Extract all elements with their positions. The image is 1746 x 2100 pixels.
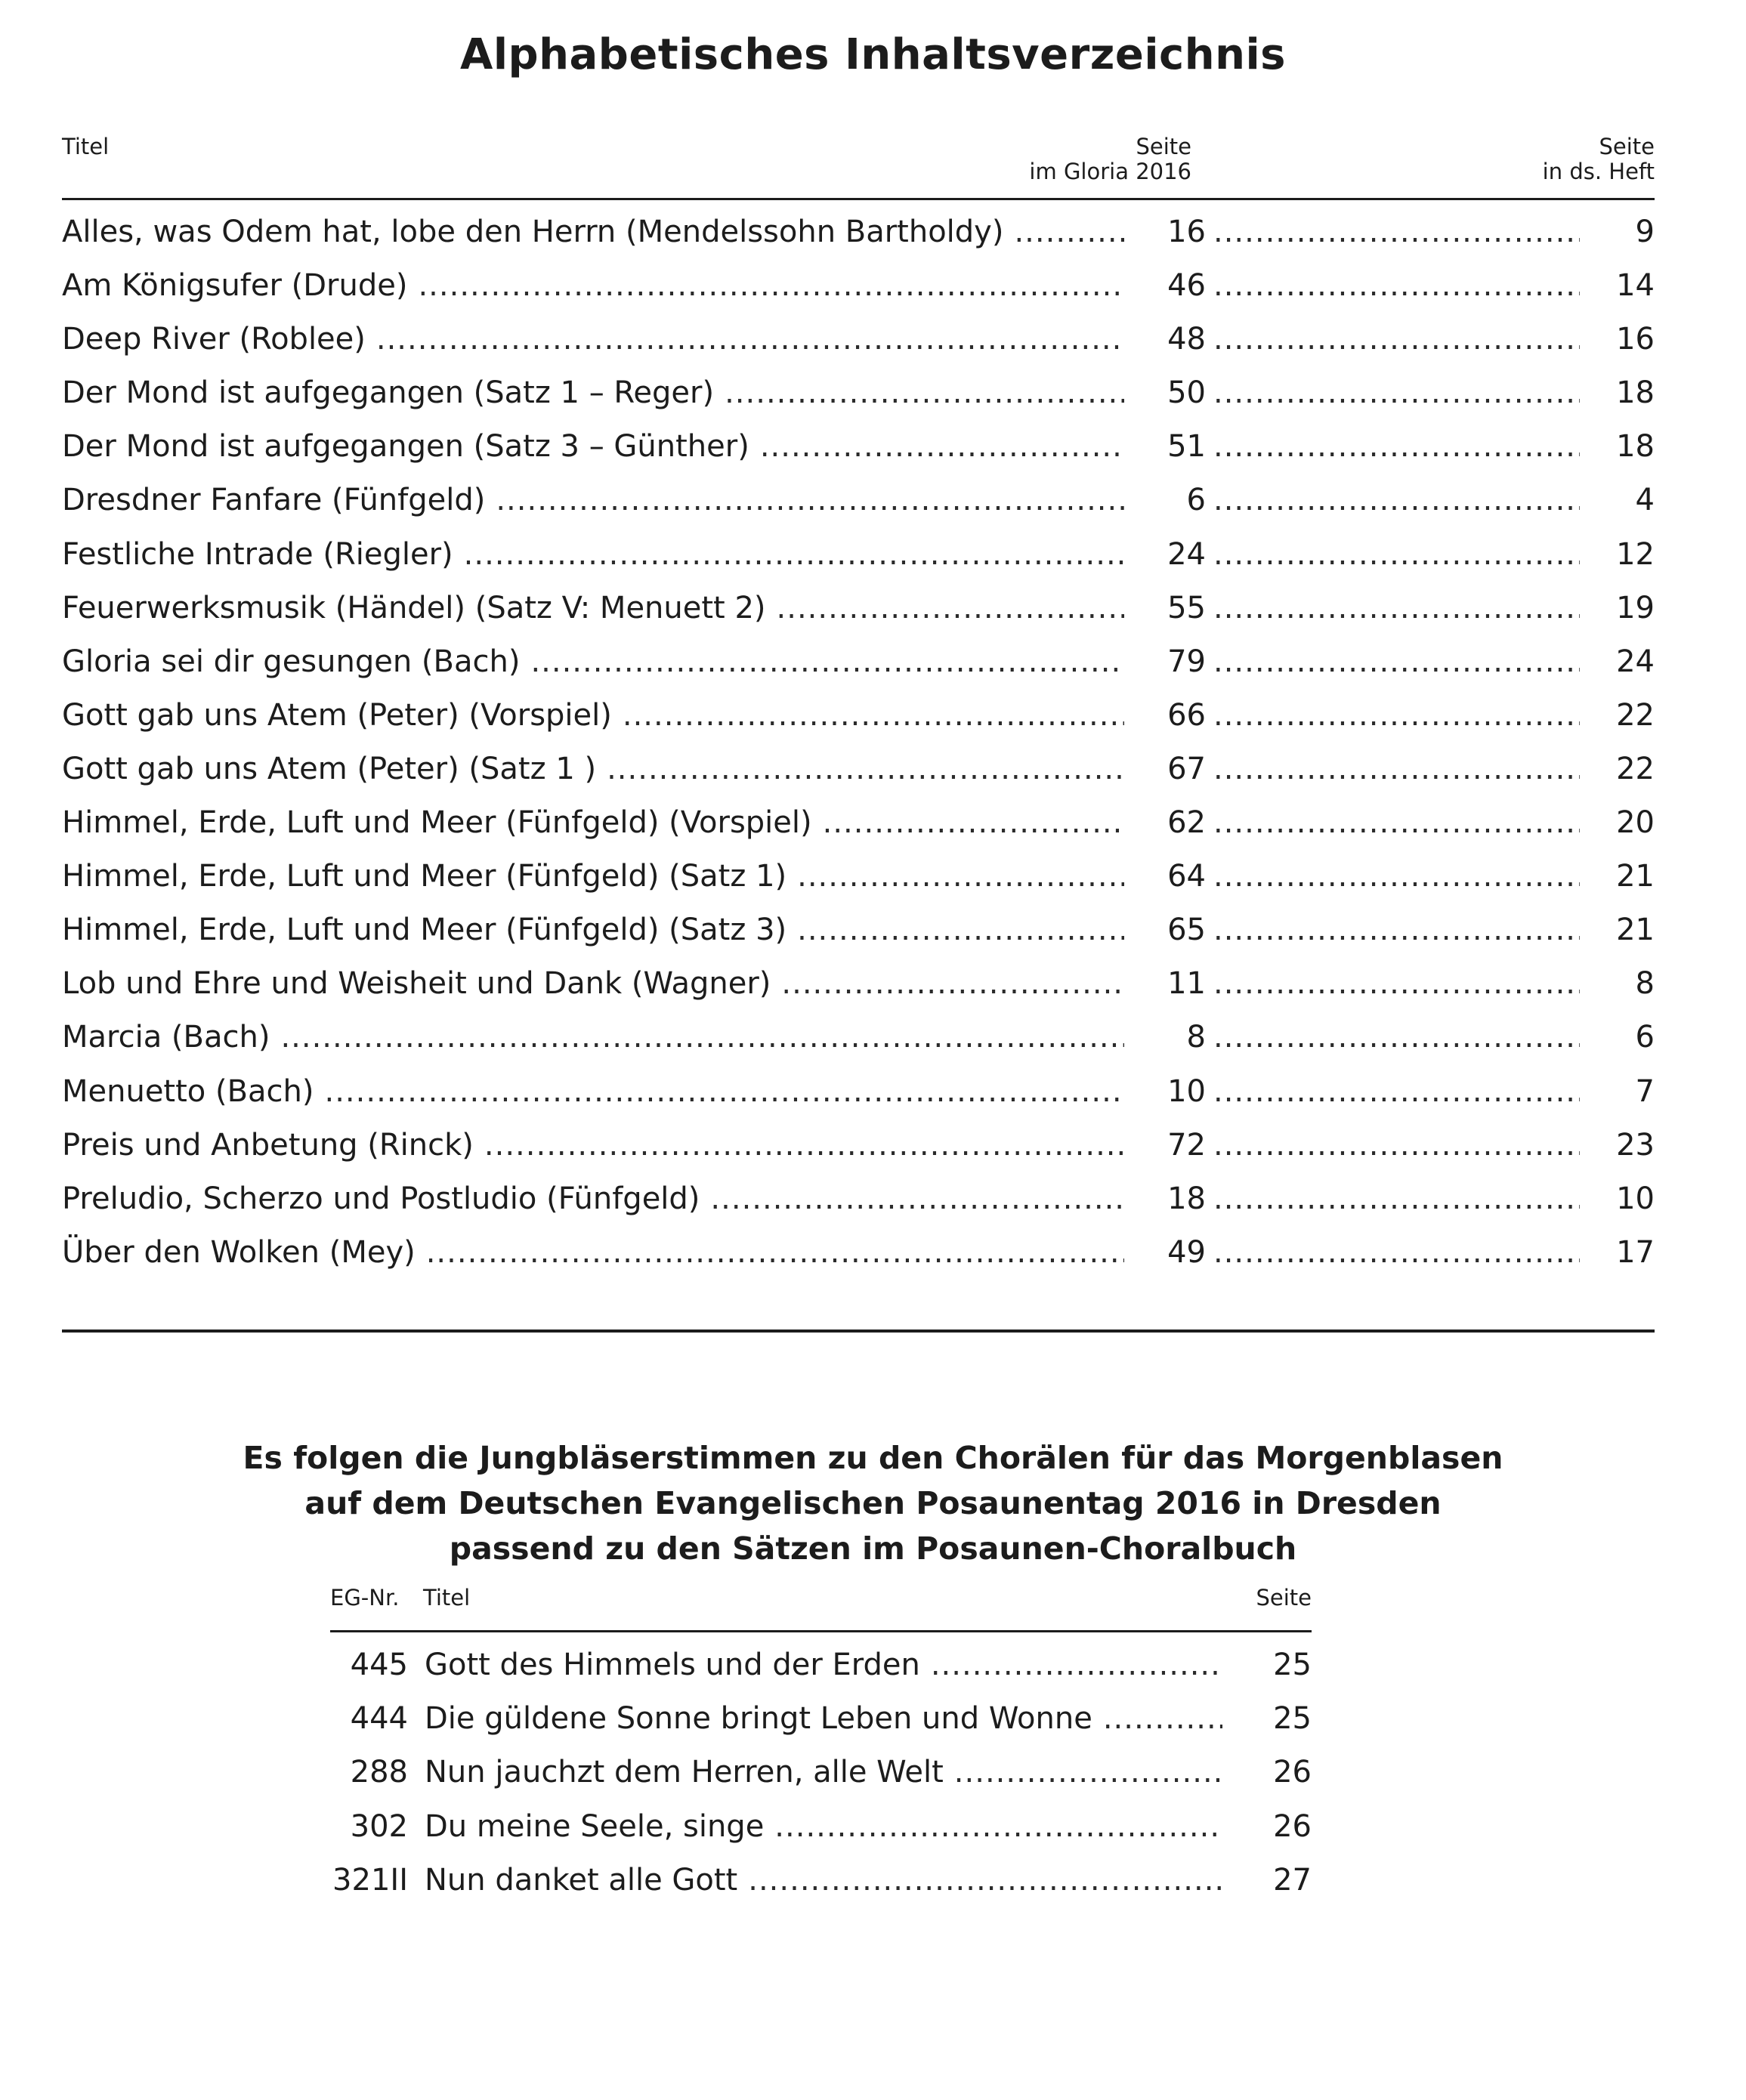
page-title: Alphabetisches Inhaltsverzeichnis: [460, 30, 1286, 79]
toc-row-title: Über den Wolken (Mey): [62, 1234, 416, 1270]
toc-row-gloria-page: 79: [1167, 644, 1206, 679]
dot-leader: [1213, 913, 1580, 947]
choral-row-page: 25: [1273, 1701, 1312, 1737]
toc-row-title: Himmel, Erde, Luft und Meer (Fünfgeld) (Vorspiel): [62, 805, 812, 841]
choral-row-eg-number: 302: [350, 1808, 408, 1844]
dot-leader: [1213, 483, 1580, 517]
dot-leader: [1213, 752, 1580, 786]
toc-row-gloria-page: 65: [1167, 913, 1206, 948]
toc-row-gloria-page: 67: [1167, 751, 1206, 786]
dot-leader: [418, 268, 1124, 303]
section-heading-line2: auf dem Deutschen Evangelischen Posaunentag 2016 in Dresden: [304, 1485, 1442, 1521]
dot-leader: [760, 429, 1124, 464]
toc-row-title: Der Mond ist aufgegangen (Satz 3 – Günther): [62, 429, 749, 465]
toc-row-gloria-page: 18: [1167, 1181, 1206, 1216]
toc-row-heft-page: 19: [1616, 590, 1655, 625]
toc-row-heft-page: 23: [1616, 1127, 1655, 1163]
column-header-heft-line1: Seite: [1599, 134, 1655, 159]
toc-row: [62, 591, 1655, 644]
toc-row-title: Gloria sei dir gesungen (Bach): [62, 644, 521, 679]
choral-row: [317, 1809, 1312, 1863]
choral-row-eg-number: 288: [350, 1755, 408, 1790]
toc-row-gloria-page: 11: [1167, 966, 1206, 1002]
dot-leader: [426, 1235, 1124, 1270]
choral-row-title: Gott des Himmels und der Erden: [425, 1648, 920, 1682]
toc-row-title: Deep River (Roblee): [62, 322, 366, 357]
toc-row: [62, 698, 1655, 752]
column-header-title: Titel: [62, 134, 110, 159]
choral-header-page: Seite: [1256, 1585, 1312, 1611]
toc-list: [62, 215, 1655, 1289]
toc-row-heft-page: 14: [1616, 268, 1655, 304]
choral-row: [317, 1863, 1312, 1916]
toc-row-title: Gott gab uns Atem (Peter) (Satz 1 ): [62, 751, 597, 786]
choral-list: [317, 1648, 1312, 1916]
dot-leader: [280, 1020, 1124, 1055]
toc-row-heft-page: 10: [1616, 1181, 1655, 1216]
toc-row-gloria-page: 8: [1186, 1020, 1206, 1055]
toc-row: [62, 859, 1655, 913]
toc-row-gloria-page: 72: [1167, 1127, 1206, 1163]
dot-leader: [710, 1181, 1124, 1216]
choral-row-eg-number: 444: [350, 1701, 408, 1737]
dot-leader: [823, 805, 1124, 840]
toc-row: [62, 1235, 1655, 1289]
dot-leader: [1213, 1181, 1580, 1216]
toc-row: [62, 805, 1655, 859]
toc-row: [62, 966, 1655, 1020]
dot-leader: [1213, 537, 1580, 572]
toc-row-gloria-page: 48: [1167, 322, 1206, 357]
toc-row: [62, 913, 1655, 966]
dot-leader: [797, 859, 1124, 894]
toc-row-heft-page: 4: [1635, 483, 1655, 518]
dot-leader: [1213, 805, 1580, 840]
toc-row-heft-page: 21: [1616, 913, 1655, 948]
choral-row: [317, 1755, 1312, 1808]
section-heading-line1: Es folgen die Jungbläserstimmen zu den Chorälen für das Morgenblasen: [243, 1440, 1503, 1476]
choral-row: [317, 1648, 1312, 1701]
choral-row-eg-number: 321II: [332, 1862, 408, 1898]
dot-leader: [464, 537, 1124, 572]
dot-leader: [725, 375, 1124, 410]
toc-row: [62, 429, 1655, 483]
choral-row-title: Du meine Seele, singe: [425, 1808, 765, 1844]
toc-row-heft-page: 7: [1635, 1073, 1655, 1109]
choral-row-page: 26: [1273, 1808, 1312, 1844]
dot-leader: [797, 913, 1124, 947]
toc-row-gloria-page: 62: [1167, 805, 1206, 841]
toc-row-title: Am Königsufer (Drude): [62, 268, 408, 304]
dot-leader: [1213, 644, 1580, 679]
toc-row-heft-page: 22: [1616, 697, 1655, 733]
toc-row-title: Alles, was Odem hat, lobe den Herrn (Mendelssohn Bartholdy): [62, 215, 1004, 249]
toc-row-title: Festliche Intrade (Riegler): [62, 536, 453, 572]
toc-row-gloria-page: 66: [1167, 697, 1206, 733]
toc-row-title: Preis und Anbetung (Rinck): [62, 1127, 474, 1163]
dot-leader: [1213, 322, 1580, 357]
dot-leader: [1213, 429, 1580, 464]
dot-leader: [1213, 859, 1580, 894]
dot-leader: [1213, 268, 1580, 303]
choral-row-title: Die güldene Sonne bringt Leben und Wonne: [425, 1701, 1092, 1737]
choral-row: [317, 1701, 1312, 1755]
dot-leader: [748, 1863, 1222, 1898]
toc-row-title: Menuetto (Bach): [62, 1073, 314, 1109]
dot-leader: [781, 966, 1124, 1001]
column-header-gloria-line2: im Gloria 2016: [1029, 159, 1191, 184]
toc-row: [62, 1128, 1655, 1181]
choral-header-divider: [330, 1630, 1312, 1632]
toc-row-heft-page: 24: [1616, 644, 1655, 679]
header-divider: [62, 198, 1655, 200]
dot-leader: [530, 644, 1124, 679]
toc-row-title: Himmel, Erde, Luft und Meer (Fünfgeld) (Satz 3): [62, 913, 787, 948]
dot-leader: [607, 752, 1124, 786]
toc-row-gloria-page: 51: [1167, 429, 1206, 465]
toc-row: [62, 215, 1655, 268]
toc-row: [62, 1181, 1655, 1235]
dot-leader: [325, 1074, 1125, 1109]
dot-leader: [623, 698, 1124, 733]
toc-row: [62, 268, 1655, 322]
dot-leader: [777, 591, 1124, 625]
toc-row-title: Dresdner Fanfare (Fünfgeld): [62, 483, 486, 518]
toc-row-title: Himmel, Erde, Luft und Meer (Fünfgeld) (Satz 1): [62, 859, 787, 894]
toc-row-heft-page: 12: [1616, 536, 1655, 572]
toc-row-heft-page: 8: [1635, 966, 1655, 1002]
section-heading-line3: passend zu den Sätzen im Posaunen-Choralbuch: [449, 1530, 1297, 1567]
dot-leader: [1213, 966, 1580, 1001]
choral-row-page: 26: [1273, 1755, 1312, 1790]
toc-row-heft-page: 22: [1616, 751, 1655, 786]
toc-row-gloria-page: 6: [1186, 483, 1206, 518]
toc-row-heft-page: 21: [1616, 859, 1655, 894]
toc-row: [62, 483, 1655, 536]
toc-row-heft-page: 18: [1616, 429, 1655, 465]
toc-row: [62, 644, 1655, 698]
dot-leader: [1213, 1128, 1580, 1163]
choral-row-eg-number: 445: [350, 1648, 408, 1682]
dot-leader: [1213, 1074, 1580, 1109]
dot-leader: [931, 1648, 1222, 1682]
dot-leader: [376, 322, 1124, 357]
toc-row-gloria-page: 16: [1167, 215, 1206, 249]
toc-row: [62, 322, 1655, 375]
column-header-heft-page: [1543, 134, 1655, 184]
dot-leader: [774, 1809, 1222, 1844]
column-header-gloria-line1: Seite: [1136, 134, 1191, 159]
dot-leader: [496, 483, 1124, 517]
dot-leader: [1103, 1701, 1222, 1736]
dot-leader: [1213, 375, 1580, 410]
toc-row: [62, 375, 1655, 429]
dot-leader: [1213, 591, 1580, 625]
toc-row: [62, 1074, 1655, 1128]
choral-row-page: 25: [1273, 1648, 1312, 1682]
toc-row-title: Preludio, Scherzo und Postludio (Fünfgeld): [62, 1181, 700, 1216]
section-divider: [62, 1329, 1655, 1333]
toc-row-heft-page: 6: [1635, 1020, 1655, 1055]
toc-row-gloria-page: 24: [1167, 536, 1206, 572]
toc-row-heft-page: 20: [1616, 805, 1655, 841]
toc-row-title: Der Mond ist aufgegangen (Satz 1 – Reger): [62, 375, 715, 411]
toc-row-title: Gott gab uns Atem (Peter) (Vorspiel): [62, 697, 612, 733]
dot-leader: [1213, 215, 1580, 249]
dot-leader: [1213, 698, 1580, 733]
toc-row-heft-page: 18: [1616, 375, 1655, 411]
toc-row-gloria-page: 64: [1167, 859, 1206, 894]
toc-row: [62, 537, 1655, 591]
column-header-gloria-page: [1029, 134, 1191, 184]
toc-row-gloria-page: 50: [1167, 375, 1206, 411]
toc-row-heft-page: 9: [1635, 215, 1655, 249]
dot-leader: [1014, 215, 1124, 249]
section-heading: [0, 1435, 1746, 1571]
choral-header-eg-number: EG-Nr.: [330, 1585, 400, 1611]
column-header-heft-line2: in ds. Heft: [1542, 159, 1655, 184]
toc-row-gloria-page: 49: [1167, 1234, 1206, 1270]
toc-row-title: Lob und Ehre und Weisheit und Dank (Wagner): [62, 966, 771, 1002]
choral-row-page: 27: [1273, 1862, 1312, 1898]
choral-row-title: Nun danket alle Gott: [425, 1862, 738, 1898]
toc-row: [62, 752, 1655, 805]
dot-leader: [954, 1755, 1222, 1790]
dot-leader: [1213, 1020, 1580, 1055]
toc-row-gloria-page: 10: [1167, 1073, 1206, 1109]
toc-row-heft-page: 17: [1616, 1234, 1655, 1270]
dot-leader: [1213, 1235, 1580, 1270]
toc-row-gloria-page: 46: [1167, 268, 1206, 304]
toc-row-heft-page: 16: [1616, 322, 1655, 357]
toc-row-title: Marcia (Bach): [62, 1020, 270, 1055]
choral-header-title: Titel: [423, 1585, 471, 1611]
toc-row-title: Feuerwerksmusik (Händel) (Satz V: Menuett 2): [62, 590, 766, 625]
choral-row-title: Nun jauchzt dem Herren, alle Welt: [425, 1755, 944, 1790]
toc-row: [62, 1020, 1655, 1073]
dot-leader: [484, 1128, 1124, 1163]
toc-row-gloria-page: 55: [1167, 590, 1206, 625]
